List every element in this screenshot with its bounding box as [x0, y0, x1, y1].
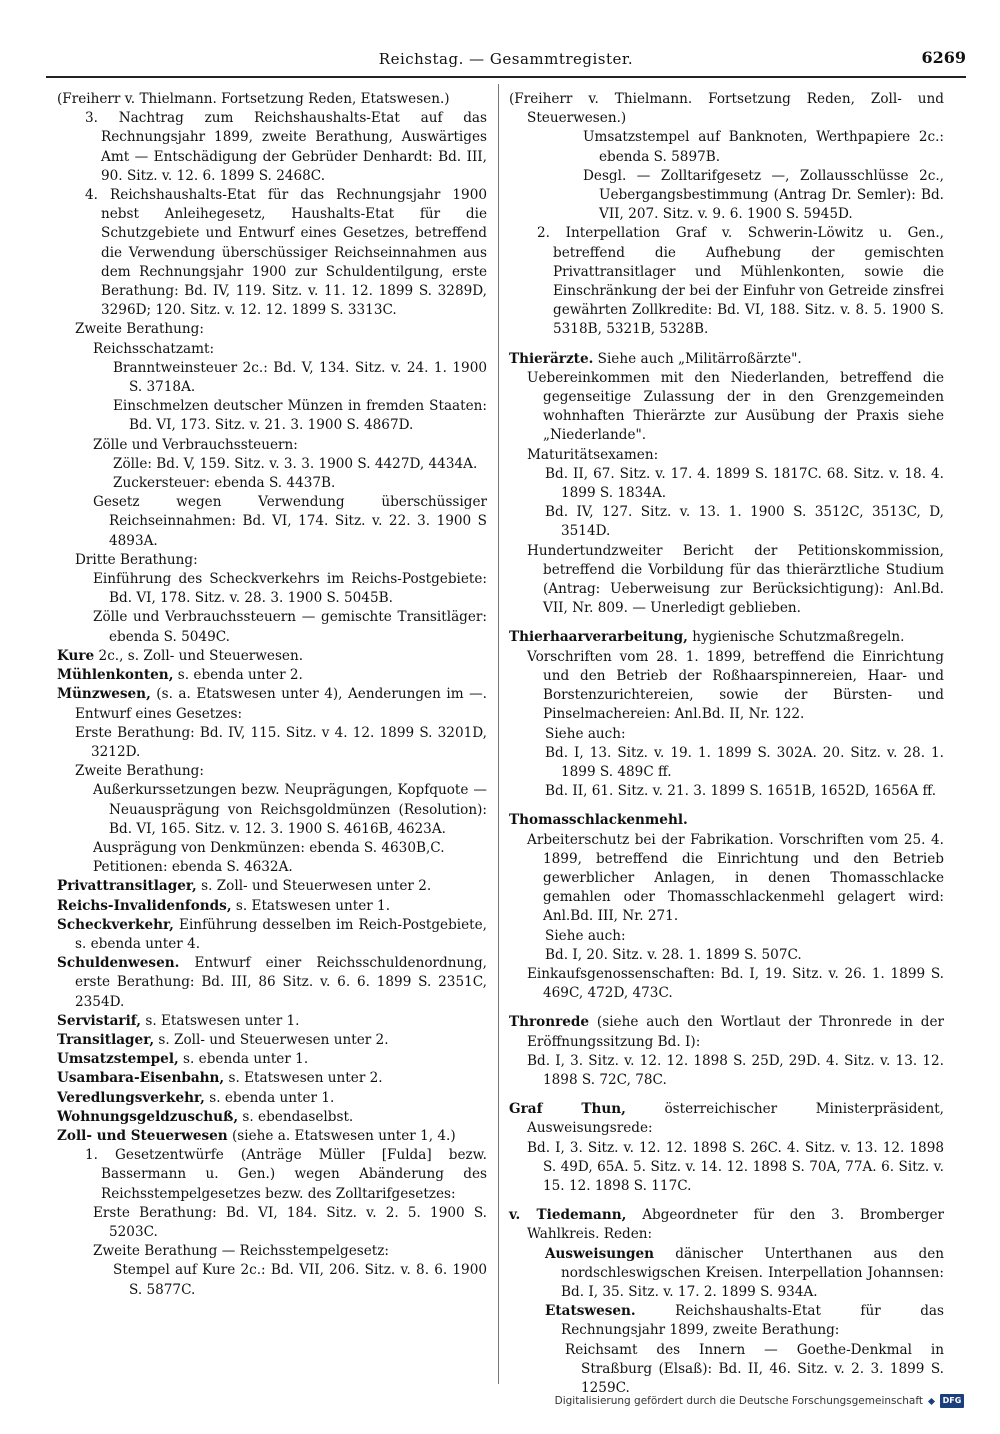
- entry-text: Abgeordneter für den 3. Bromberger Wahlkreis. Reden:: [527, 1207, 944, 1243]
- index-keyword: Zoll- und Steuerwesen: [57, 1127, 228, 1144]
- entry-text: s. Etatswesen unter 2.: [224, 1070, 383, 1087]
- left-column-entry: [57, 90, 487, 109]
- entry-text: (Freiherr v. Thielmann. Fortsetzung Reden, Zoll- und Steuerwesen.): [509, 91, 944, 127]
- entry-text: s. Etatswesen unter 1.: [231, 897, 391, 914]
- index-keyword: Usambara-Eisenbahn,: [57, 1070, 225, 1087]
- left-column-entry: [57, 1261, 487, 1299]
- entry-text: Erste Berathung: Bd. IV, 115. Sitz. v 4. 12. 1899 S. 3201D, 3212D.: [75, 724, 487, 760]
- index-keyword: Kure: [57, 647, 95, 664]
- index-keyword: Thierhaarverarbeitung,: [509, 629, 688, 646]
- left-column-entry: [57, 724, 487, 762]
- right-column-entry: [509, 1302, 944, 1340]
- entry-text: Arbeiterschutz bei der Fabrikation. Vorschriften vom 25. 4. 1899, betreffend die Einrichtung und den Betrieb gewerblicher Anlagen, in denen Thomasschlacke gemahlen oder Thomasschlackenmehl gelagert wird: Anl.Bd. III, Nr. 271.: [527, 831, 944, 925]
- index-keyword: Münzwesen,: [57, 686, 151, 703]
- index-keyword: Ausweisungen: [545, 1245, 655, 1262]
- right-column-entry: [509, 725, 944, 744]
- entry-text: Gesetz wegen Verwendung überschüssiger Reichseinnahmen: Bd. VI, 174. Sitz. v. 22. 3. 1900 S 4893A.: [93, 494, 487, 549]
- right-column: [509, 90, 944, 1398]
- right-column-entry: [509, 1341, 944, 1399]
- index-keyword: Scheckverkehr,: [57, 916, 174, 933]
- left-column-entry: [57, 897, 487, 916]
- right-column-entry: [509, 503, 944, 541]
- index-keyword: Transitlager,: [57, 1031, 155, 1048]
- entry-text: Erste Berathung: Bd. VI, 184. Sitz. v. 2. 5. 1900 S. 5203C.: [93, 1204, 487, 1240]
- running-title: Reichstag. — Gesammtregister.: [378, 50, 634, 68]
- right-column-entry: [509, 1206, 944, 1244]
- entry-text: Petitionen: ebenda S. 4632A.: [93, 859, 293, 876]
- entry-text: s. ebenda unter 1.: [204, 1089, 335, 1106]
- index-keyword: Umsatzstempel,: [57, 1051, 179, 1068]
- left-column-entry: [57, 647, 487, 666]
- credit-text: Digitalisierung gefördert durch die Deutsche Forschungsgemeinschaft: [554, 1395, 923, 1407]
- entry-text: (siehe auch den Wortlaut der Thronrede in der Eröffnungssitzung Bd. I):: [527, 1014, 944, 1050]
- entry-text: Reichsschatzamt:: [93, 340, 215, 357]
- left-column-entry: [57, 570, 487, 608]
- right-column-entry: [509, 811, 944, 830]
- entry-text: Vorschriften vom 28. 1. 1899, betreffend die Einrichtung und den Betrieb der Roßhaarspinnereien, Haar- und Borstenzurichtereien, sowie der Bürsten- und Pinselmachereien: Anl.Bd. II, Nr. 122.: [527, 648, 944, 723]
- index-keyword: Graf Thun,: [509, 1101, 626, 1118]
- entry-text: Desgl. — Zolltarifgesetz —, Zollausschlüsse 2c., Uebergangsbestimmung (Antrag Dr. Semler): Bd. VII, 207. Sitz. v. 9. 6. 1900 S. 5945D.: [583, 167, 944, 223]
- right-column-entry: [509, 628, 944, 647]
- entry-text: Entwurf einer Reichsschuldenordnung, erste Berathung: Bd. III, 86 Sitz. v. 6. 6. 1899 S. 2351C, 2354D.: [75, 955, 487, 1010]
- index-keyword: Reichs-Invalidenfonds,: [57, 897, 232, 914]
- left-column-entry: [57, 436, 487, 455]
- entry-text: Einführung des Scheckverkehrs im Reichs-Postgebiete: Bd. VI, 178. Sitz. v. 28. 3. 1900 S. 5045B.: [93, 571, 487, 607]
- dfg-logo: DFG: [940, 1394, 964, 1408]
- left-column-entry: [57, 954, 487, 1012]
- entry-text: Bd. II, 61. Sitz. v. 21. 3. 1899 S. 1651B, 1652D, 1656A ff.: [545, 783, 937, 800]
- entry-text: Maturitätsexamen:: [527, 446, 659, 463]
- right-column-entry: [509, 965, 944, 1003]
- left-column-entry: [57, 1204, 487, 1242]
- index-keyword: Thomasschlackenmehl.: [509, 812, 688, 829]
- right-column-entry: [509, 831, 944, 927]
- left-column-entry: [57, 1031, 487, 1050]
- page-header: [46, 46, 966, 78]
- entry-text: Einschmelzen deutscher Münzen in fremden Staaten: Bd. VI, 173. Sitz. v. 21. 3. 1900 S. 4867D.: [113, 398, 487, 434]
- entry-text: Zweite Berathung:: [75, 763, 204, 780]
- entry-text: Branntweinsteuer 2c.: Bd. V, 134. Sitz. v. 24. 1. 1900 S. 3718A.: [113, 359, 487, 396]
- entry-text: 3. Nachtrag zum Reichshaushalts-Etat auf das Rechnungsjahr 1899, zweite Berathung, Auswärtiges Amt — Entschädigung der Gebrüder Denhardt: Bd. III, 90. Sitz. v. 12. 6. 1899 S. 2468C.: [85, 110, 487, 184]
- entry-text: Reichshaushalts-Etat für das Rechnungsjahr 1899, zweite Berathung:: [561, 1303, 944, 1339]
- left-column-entry: [57, 359, 487, 397]
- right-column-entry: [509, 1100, 944, 1138]
- index-keyword: Etatswesen.: [545, 1303, 636, 1320]
- entry-text: Bd. II, 67. Sitz. v. 17. 4. 1899 S. 1817C. 68. Sitz. v. 18. 4. 1899 S. 1834A.: [545, 465, 944, 502]
- left-column-entry: [57, 109, 487, 186]
- left-column-entry: [57, 1242, 487, 1261]
- left-column-entry: [57, 186, 487, 320]
- right-column-entry: [509, 90, 944, 128]
- funding-credit: [555, 1394, 964, 1408]
- entry-text: Siehe auch:: [545, 927, 626, 944]
- entry-text: Dritte Berathung:: [75, 551, 198, 568]
- left-column-entry: [57, 551, 487, 570]
- entry-text: Zölle: Bd. V, 159. Sitz. v. 3. 3. 1900 S. 4427D, 4434A.: [113, 455, 478, 472]
- entry-text: Reichsamt des Innern — Goethe-Denkmal in Straßburg (Elsaß): Bd. II, 46. Sitz. v. 2. 3. 1899 S. 1259C.: [565, 1341, 944, 1396]
- entry-text: Bd. IV, 127. Sitz. v. 13. 1. 1900 S. 3512C, 3513C, D, 3514D.: [545, 504, 944, 540]
- right-column-entry: [509, 1052, 944, 1090]
- entry-text: Umsatzstempel auf Banknoten, Werthpapiere 2c.: ebenda S. 5897B.: [583, 129, 944, 165]
- entry-text: s. Zoll- und Steuerwesen unter 2.: [196, 878, 432, 895]
- entry-text: s. ebenda unter 1.: [178, 1051, 309, 1068]
- entry-text: Uebereinkommen mit den Niederlanden, betreffend die gegenseitige Zulassung der in den Grenzgemeinden wohnhaften Thierärzte zur Ausübung der Praxis siehe „Niederlande".: [527, 369, 944, 444]
- entry-text: Zölle und Verbrauchssteuern — gemischte Transitläger: ebenda S. 5049C.: [93, 609, 487, 645]
- entry-text: Bd. I, 3. Sitz. v. 12. 12. 1898 S. 25D, 29D. 4. Sitz. v. 13. 12. 1898 S. 72C, 78C.: [527, 1052, 944, 1088]
- entry-text: Einkaufsgenossenschaften: Bd. I, 19. Sitz. v. 26. 1. 1899 S. 469C, 472D, 473C.: [527, 965, 944, 1002]
- entry-text: Zweite Berathung:: [75, 321, 204, 338]
- left-column-entry: [57, 1108, 487, 1127]
- entry-text: (siehe a. Etatswesen unter 1, 4.): [227, 1127, 456, 1144]
- left-column-entry: [57, 320, 487, 339]
- entry-text: Stempel auf Kure 2c.: Bd. VII, 206. Sitz. v. 8. 6. 1900 S. 5877C.: [113, 1262, 487, 1298]
- right-column-entry: [509, 648, 944, 725]
- index-keyword: Wohnungsgeldzuschuß,: [57, 1108, 239, 1125]
- index-keyword: Servistarif,: [57, 1012, 142, 1029]
- left-column-entry: [57, 1069, 487, 1088]
- left-column-entry: [57, 455, 487, 474]
- entry-text: 2. Interpellation Graf v. Schwerin-Löwitz u. Gen., betreffend die Aufhebung der gemischten Privattransitlager und Mühlenkonten, sowie die Einschränkung der bei der Einfuhr von Getreide zinsfrei gewährten Zollkredite: Bd. VI, 188. Sitz. v. 8. 5. 1900 S. 5318B, 5321B, 5328B.: [537, 225, 944, 338]
- left-column-entry: [57, 474, 487, 493]
- entry-text: Bd. I, 20. Sitz. v. 28. 1. 1899 S. 507C.: [545, 946, 802, 963]
- index-keyword: Privattransitlager,: [57, 878, 197, 895]
- left-column-entry: [57, 877, 487, 896]
- right-column-entry: [509, 542, 944, 619]
- entry-text: s. ebendaselbst.: [238, 1108, 354, 1125]
- left-column-entry: [57, 493, 487, 551]
- right-column-entry: [509, 465, 944, 503]
- right-column-entry: [509, 744, 944, 782]
- right-column-entry: [509, 446, 944, 465]
- left-column-entry: [57, 1050, 487, 1069]
- right-column-entry: [509, 946, 944, 965]
- entry-text: Bd. I, 13. Sitz. v. 19. 1. 1899 S. 302A. 20. Sitz. v. 28. 1. 1899 S. 489C ff.: [545, 744, 944, 780]
- entry-text: Zölle und Verbrauchssteuern:: [93, 436, 298, 453]
- right-column-entry: [509, 369, 944, 446]
- entry-text: Einführung desselben im Reich-Postgebiete, s. ebenda unter 4.: [75, 916, 487, 952]
- left-column-entry: [57, 839, 487, 858]
- left-column-entry: [57, 685, 487, 723]
- entry-text: (s. a. Etatswesen unter 4), Aenderungen im —. Entwurf eines Gesetzes:: [75, 686, 487, 722]
- entry-text: s. Etatswesen unter 1.: [141, 1012, 300, 1029]
- index-keyword: v. Tiedemann,: [509, 1207, 627, 1224]
- left-column-entry: [57, 608, 487, 646]
- entry-text: Ausprägung von Denkmünzen: ebenda S. 4630B,C.: [93, 839, 445, 856]
- right-column-entry: [509, 224, 944, 339]
- diamond-icon: [928, 1397, 935, 1404]
- right-column-entry: [509, 1245, 944, 1303]
- right-column-entry: [509, 167, 944, 225]
- left-column-entry: [57, 1127, 487, 1146]
- entry-text: 4. Reichshaushalts-Etat für das Rechnungsjahr 1900 nebst Anleihegesetz, Haushalts-Etat für die Schutzgebiete und Entwurf eines Gesetzes, betreffend die Verwendung überschüssiger Reichseinnahmen aus dem Rechnungsjahr 1900 zur Schuldentilgung, erste Berathung: Bd. IV, 119. Sitz. v. 11. 12. 1899 S. 3289D, 3296D; 120. Sitz. v. 12. 12. 1899 S. 3313C.: [85, 187, 487, 319]
- left-column-entry: [57, 916, 487, 954]
- entry-text: Hundertundzweiter Bericht der Petitionskommission, betreffend die Vorbildung für das thierärztliche Studium (Antrag: Ueberweisung zur Berücksichtigung): Anl.Bd. VII, Nr. 809. — Unerledigt geblieben.: [527, 542, 944, 617]
- entry-text: s. Zoll- und Steuerwesen unter 2.: [154, 1031, 389, 1048]
- left-column-entry: [57, 340, 487, 359]
- entry-text: dänischer Unterthanen aus den nordschleswigschen Kreisen. Interpellation Johannsen: Bd. I, 35. Sitz. v. 17. 2. 1899 S. 934A.: [561, 1245, 944, 1300]
- left-column-entry: [57, 397, 487, 435]
- entry-text: 2c., s. Zoll- und Steuerwesen.: [94, 647, 304, 664]
- index-keyword: Mühlenkonten,: [57, 667, 174, 684]
- right-column-entry: [509, 927, 944, 946]
- entry-text: Siehe auch:: [545, 725, 626, 742]
- left-column-entry: [57, 1012, 487, 1031]
- left-column-entry: [57, 666, 487, 685]
- left-column-entry: [57, 1146, 487, 1204]
- left-column-entry: [57, 781, 487, 839]
- entry-text: Bd. I, 3. Sitz. v. 12. 12. 1898 S. 26C. 4. Sitz. v. 13. 12. 1898 S. 49D, 65A. 5. Sitz. v. 14. 12. 1898 S. 70A, 77A. 6. Sitz. v. 15. 12. 1898 S. 117C.: [527, 1139, 944, 1194]
- entry-text: Zweite Berathung — Reichsstempelgesetz:: [93, 1243, 390, 1260]
- right-column-entry: [509, 782, 944, 801]
- entry-text: (Freiherr v. Thielmann. Fortsetzung Reden, Etatswesen.): [57, 91, 450, 107]
- right-column-entry: [509, 1139, 944, 1197]
- entry-text: hygienische Schutzmaßregeln.: [687, 629, 905, 646]
- index-keyword: Veredlungsverkehr,: [57, 1089, 205, 1106]
- right-column-entry: [509, 128, 944, 166]
- index-keyword: Thierärzte.: [509, 350, 594, 367]
- column-divider: [498, 84, 499, 1384]
- entry-text: Siehe auch „Militärroßärzte".: [593, 350, 802, 367]
- left-column-entry: [57, 1089, 487, 1108]
- entry-text: Außerkurssetzungen bezw. Neuprägungen, Kopfquote — Neuausprägung von Reichsgoldmünzen (Resolution): Bd. VI, 165. Sitz. v. 12. 3. 1900 S. 4616B, 4623A.: [93, 782, 487, 837]
- index-keyword: Thronrede: [509, 1014, 590, 1031]
- entry-text: österreichischer Ministerpräsident, Ausweisungsrede:: [527, 1101, 944, 1137]
- page-number: 6269: [921, 48, 966, 67]
- entry-text: 1. Gesetzentwürfe (Anträge Müller [Fulda] bezw. Bassermann u. Gen.) wegen Abänderung des Reichsstempelgesetzes bezw. des Zolltarifgesetzes:: [85, 1147, 487, 1202]
- right-column-entry: [509, 1013, 944, 1051]
- left-column-entry: [57, 858, 487, 877]
- entry-text: Zuckersteuer: ebenda S. 4437B.: [113, 475, 336, 492]
- left-column: [57, 90, 487, 1300]
- left-column-entry: [57, 762, 487, 781]
- right-column-entry: [509, 350, 944, 369]
- index-keyword: Schuldenwesen.: [57, 955, 180, 972]
- entry-text: s. ebenda unter 2.: [173, 667, 303, 684]
